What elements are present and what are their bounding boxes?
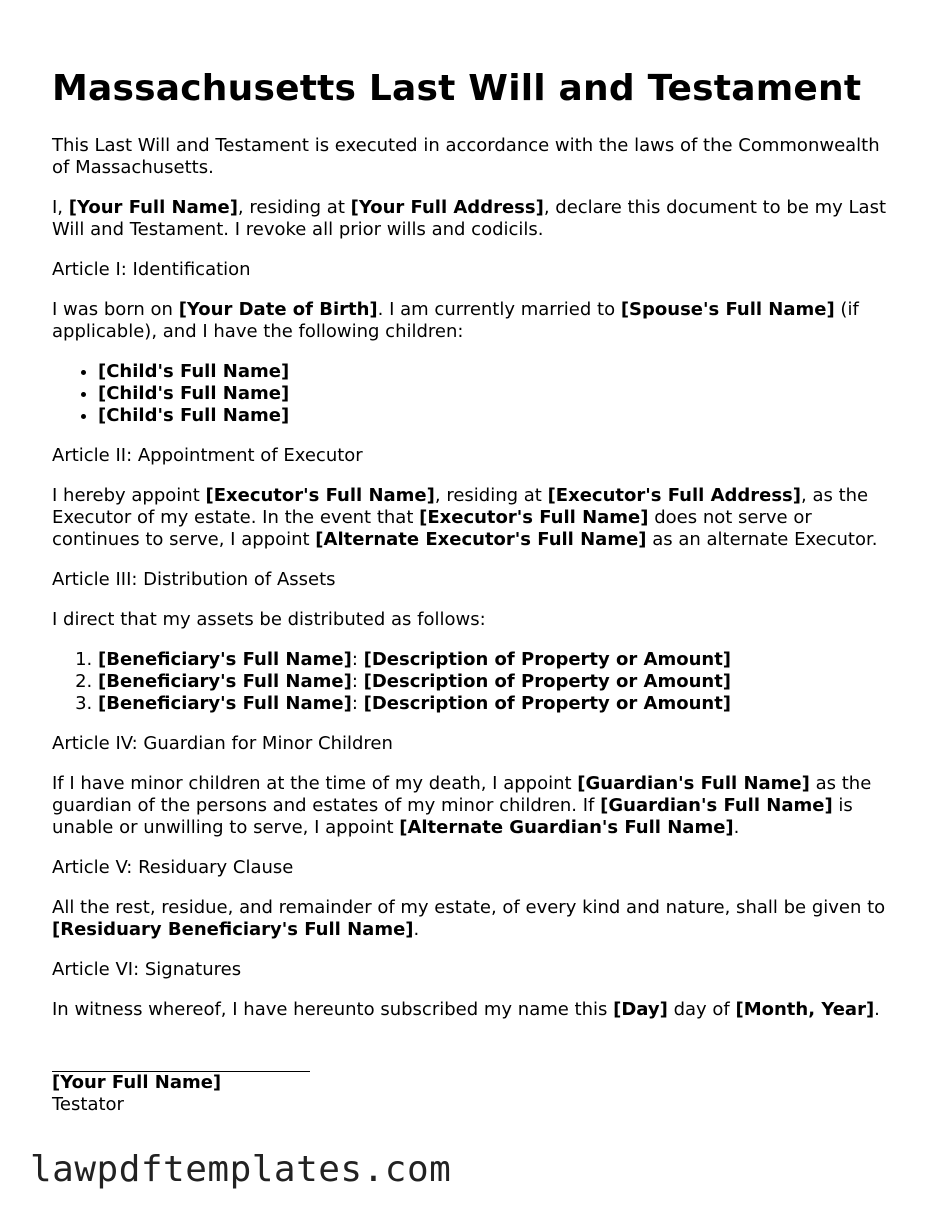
- text-run: .: [413, 919, 420, 940]
- article-5-heading: Article V: Residuary Clause: [52, 857, 294, 878]
- text-run: is unable or unwilling to serve, I appoint: [52, 795, 853, 838]
- beneficiary-name-field: [Beneficiary's Full Name]: [98, 671, 352, 692]
- article-2-paragraph: [52, 485, 897, 551]
- property-description-field: [Description of Property or Amount]: [363, 671, 732, 692]
- text-run: If I have minor children at the time of my death, I appoint: [52, 773, 578, 794]
- executor-address-field: [Executor's Full Address]: [547, 485, 802, 506]
- beneficiary-list-item: [98, 693, 897, 715]
- alternate-executor-field: [Alternate Executor's Full Name]: [315, 529, 647, 550]
- article-2-heading: Article II: Appointment of Executor: [52, 445, 363, 466]
- testator-address-field: [Your Full Address]: [350, 197, 544, 218]
- text-run: as an alternate Executor.: [646, 529, 878, 550]
- child-name-field: [Child's Full Name]: [98, 405, 290, 426]
- text-run: I hereby appoint: [52, 485, 206, 506]
- beneficiary-name-field: [Beneficiary's Full Name]: [98, 649, 352, 670]
- document-title: Massachusetts Last Will and Testament: [52, 68, 862, 109]
- beneficiary-list: [52, 649, 897, 715]
- testator-name-field: [Your Full Name]: [68, 197, 238, 218]
- signature-role: Testator: [52, 1094, 124, 1115]
- spouse-name-field: [Spouse's Full Name]: [620, 299, 835, 320]
- text-run: :: [351, 671, 364, 692]
- child-list-item: [98, 361, 897, 383]
- text-run: .: [733, 817, 740, 838]
- text-run: , residing at: [237, 197, 351, 218]
- text-run: , declare this document to be my Last Will and Testament. I revoke all prior wills and codicils.: [52, 197, 887, 240]
- text-run: I was born on: [52, 299, 179, 320]
- article-5-paragraph: [52, 897, 897, 941]
- residuary-beneficiary-field: [Residuary Beneficiary's Full Name]: [52, 919, 414, 940]
- article-4-paragraph: [52, 773, 897, 839]
- article-4-heading: Article IV: Guardian for Minor Children: [52, 733, 393, 754]
- text-run: All the rest, residue, and remainder of my estate, of every kind and nature, shall be given to: [52, 897, 886, 918]
- article-3-intro: I direct that my assets be distributed as follows:: [52, 609, 486, 630]
- guardian-name-field: [Guardian's Full Name]: [577, 773, 810, 794]
- text-run: I,: [52, 197, 69, 218]
- text-run: , residing at: [434, 485, 548, 506]
- watermark-text: lawpdftemplates.com: [30, 1149, 452, 1190]
- text-run: day of: [667, 999, 736, 1020]
- child-name-field: [Child's Full Name]: [98, 383, 290, 404]
- signature-block: [52, 1051, 897, 1116]
- day-field: [Day]: [613, 999, 668, 1020]
- children-list: [52, 361, 897, 427]
- text-run: . I am currently married to: [377, 299, 621, 320]
- beneficiary-list-item: [98, 649, 897, 671]
- article-3-heading: Article III: Distribution of Assets: [52, 569, 336, 590]
- guardian-name-field: [Guardian's Full Name]: [600, 795, 833, 816]
- text-run: :: [351, 649, 364, 670]
- text-run: does not serve or continues to serve, I appoint: [52, 507, 812, 550]
- document-body: [52, 135, 897, 1116]
- text-run: :: [351, 693, 364, 714]
- child-list-item: [98, 383, 897, 405]
- article-6-paragraph: [52, 999, 897, 1021]
- text-run: , as the Executor of my estate. In the event that: [52, 485, 869, 528]
- article-6-heading: Article VI: Signatures: [52, 959, 242, 980]
- beneficiary-list-item: [98, 671, 897, 693]
- text-run: (if applicable), and I have the following children:: [52, 299, 859, 342]
- alternate-guardian-field: [Alternate Guardian's Full Name]: [399, 817, 734, 838]
- article-1-heading: Article I: Identification: [52, 259, 251, 280]
- text-run: .: [874, 999, 880, 1020]
- declaration-paragraph: [52, 197, 897, 241]
- property-description-field: [Description of Property or Amount]: [363, 649, 732, 670]
- child-name-field: [Child's Full Name]: [98, 361, 290, 382]
- intro-paragraph: This Last Will and Testament is executed in accordance with the laws of the Commonwealth of Massachusetts.: [52, 135, 880, 178]
- signature-line: [52, 1051, 310, 1072]
- text-run: In witness whereof, I have hereunto subscribed my name this: [52, 999, 614, 1020]
- signature-name: [Your Full Name]: [52, 1072, 222, 1093]
- property-description-field: [Description of Property or Amount]: [363, 693, 732, 714]
- date-of-birth-field: [Your Date of Birth]: [178, 299, 378, 320]
- text-run: as the guardian of the persons and estates of my minor children. If: [52, 773, 872, 816]
- beneficiary-name-field: [Beneficiary's Full Name]: [98, 693, 352, 714]
- executor-name-field: [Executor's Full Name]: [419, 507, 649, 528]
- month-year-field: [Month, Year]: [735, 999, 875, 1020]
- article-1-paragraph: [52, 299, 897, 343]
- executor-name-field: [Executor's Full Name]: [205, 485, 435, 506]
- child-list-item: [98, 405, 897, 427]
